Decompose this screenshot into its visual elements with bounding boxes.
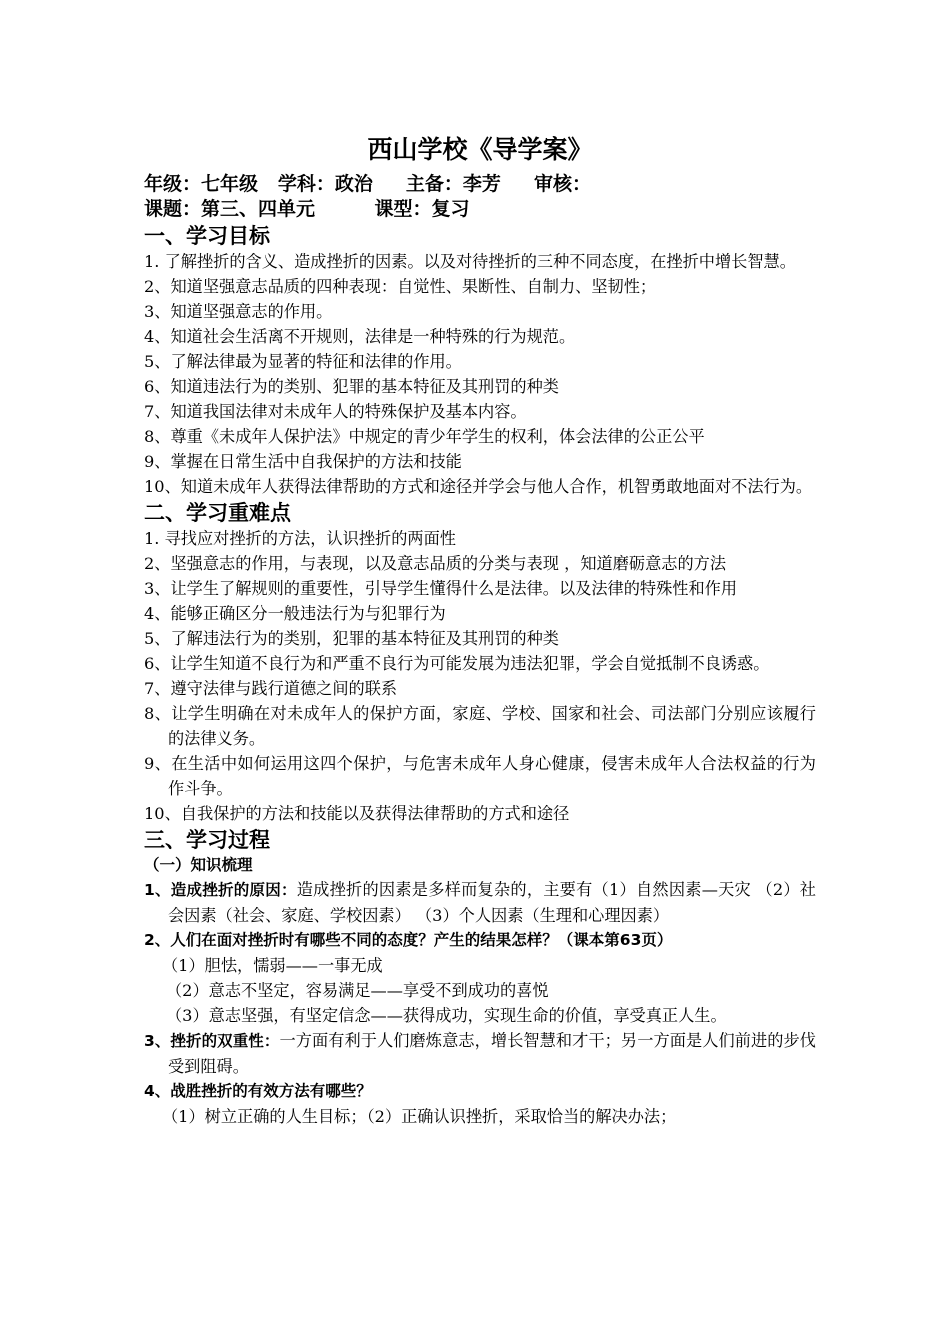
list-item: 8、让学生明确在对未成年人的保护方面，家庭、学校、国家和社会、司法部门分别应该履行的法律义务。 (144, 704, 816, 748)
list-item: 2、知道坚强意志品质的四种表现：自觉性、果断性、自制力、坚韧性； (144, 277, 657, 296)
question-1-text: 造成挫折的因素是多样而复杂的，主要有（1）自然因素—天灾 （2）社会因素（社会、家庭、学校因素） （3）个人因素（生理和心理因素） (168, 880, 816, 925)
question-1 (144, 877, 816, 928)
list-item: 7、知道我国法律对未成年人的特殊保护及基本内容。 (144, 402, 527, 421)
answer-item: （2）意志不坚定，容易满足——享受不到成功的喜悦 (166, 981, 549, 1000)
list-item: 3、让学生了解规则的重要性，引导学生懂得什么是法律。以及法律的特殊性和作用 (144, 579, 738, 598)
answer-item: （1）胆怯，懦弱——一事无成 (162, 956, 383, 975)
document-page (144, 128, 816, 1129)
goals-list (144, 249, 816, 499)
list-item: 5、了解违法行为的类别，犯罪的基本特征及其刑罚的种类 (144, 629, 559, 648)
answer-item: （3）意志坚强，有坚定信念——获得成功，实现生命的价值，享受真正人生。 (166, 1006, 727, 1025)
list-item: 2、坚强意志的作用，与表现，以及意志品质的分类与表现 ，知道磨砺意志的方法 (144, 554, 727, 573)
section-heading-process: 三、学习过程 (144, 828, 270, 852)
list-item: 10、自我保护的方法和技能以及获得法律帮助的方式和途径 (144, 804, 570, 823)
list-item: 1. 了解挫折的含义、造成挫折的因素。以及对待挫折的三种不同态度，在挫折中增长智慧。 (144, 252, 796, 271)
list-item: 5、了解法律最为显著的特征和法律的作用。 (144, 352, 462, 371)
question-2: 2、人们在面对挫折时有哪些不同的态度？产生的结果怎样？（课本第63页） (144, 931, 673, 949)
list-item: 1. 寻找应对挫折的方法，认识挫折的两面性 (144, 529, 456, 548)
list-item: 6、让学生知道不良行为和严重不良行为可能发展为违法犯罪，学会自觉抵制不良诱惑。 (144, 654, 770, 673)
list-item: 3、知道坚强意志的作用。 (144, 302, 333, 321)
question-4: 4、战胜挫折的有效方法有哪些？ (144, 1082, 372, 1100)
subsection-heading-knowledge: （一）知识梳理 (144, 856, 253, 874)
question-3-lead: 3、挫折的双重性： (144, 1032, 280, 1050)
section-heading-key-points: 二、学习重难点 (144, 501, 291, 525)
list-item: 7、遵守法律与践行道德之间的联系 (144, 679, 398, 698)
question-3-text: 一方面有利于人们磨炼意志，增长智慧和才干；另一方面是人们前进的步伐受到阻碍。 (168, 1031, 816, 1076)
section-heading-goals: 一、学习目标 (144, 224, 270, 248)
list-item: 6、知道违法行为的类别、犯罪的基本特征及其刑罚的种类 (144, 377, 559, 396)
list-item: 10、知道未成年人获得法律帮助的方式和途径并学会与他人合作，机智勇敢地面对不法行为。 (144, 477, 813, 496)
answer-item: （1）树立正确的人生目标；（2）正确认识挫折，采取恰当的解决办法； (162, 1107, 677, 1126)
list-item: 9、在生活中如何运用这四个保护，与危害未成年人身心健康，侵害未成年人合法权益的行为作斗争。 (144, 754, 816, 798)
list-item: 8、尊重《未成年人保护法》中规定的青少年学生的权利，体会法律的公正公平 (144, 427, 705, 446)
meta-line-grade: 年级：七年级 学科：政治 主备：李芳 审核： (144, 173, 591, 195)
question-1-lead: 1、造成挫折的原因： (144, 881, 297, 899)
list-item: 4、知道社会生活离不开规则，法律是一种特殊的行为规范。 (144, 327, 576, 346)
list-item: 9、掌握在日常生活中自我保护的方法和技能 (144, 452, 462, 471)
list-item: 4、能够正确区分一般违法行为与犯罪行为 (144, 604, 446, 623)
question-3 (144, 1028, 816, 1079)
key-points-list (144, 526, 816, 826)
meta-line-topic: 课题：第三、四单元 课型：复习 (144, 198, 470, 220)
document-title: 西山学校《导学案》 (367, 135, 593, 164)
